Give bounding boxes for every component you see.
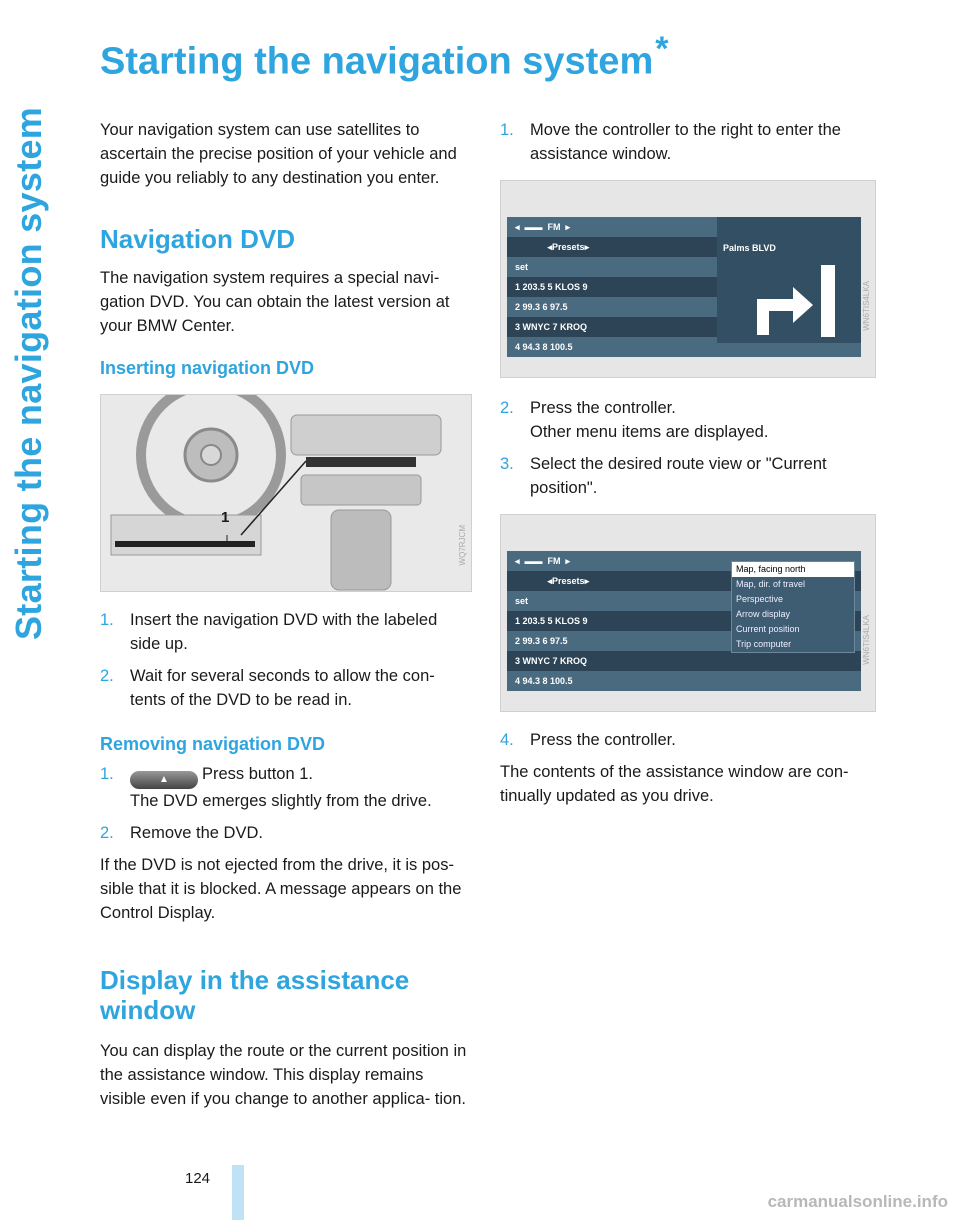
menu-item-trip-computer[interactable]: Trip computer [736, 639, 792, 649]
station-row-4: 4 94.3 8 100.5 [507, 671, 861, 691]
station-row-2: 2 99.3 6 97.5 [507, 631, 861, 651]
control-display-2 [507, 551, 861, 686]
menu-item-arrow-display[interactable]: Arrow display [736, 609, 791, 619]
remove-step-2: 2. Remove the DVD. [100, 824, 263, 842]
station-row-4: 4 94.3 8 100.5 [507, 337, 861, 357]
remove-step-1: 1. ▲ Press button 1. The DVD emerges slightly from the drive. [100, 765, 432, 810]
street-name: Palms BLVD [723, 243, 776, 253]
closing-paragraph: The contents of the assistance window are con- tinually updated as you drive. [500, 763, 849, 805]
assist-step-1: 1. Move the controller to the right to enter the assistance window. [500, 121, 841, 163]
figure-code: WN6TIS4LKA [862, 281, 871, 331]
inserting-heading: Inserting navigation DVD [100, 358, 315, 378]
left-column [100, 118, 472, 1121]
watermark: carmanualsonline.info [767, 1192, 948, 1211]
station-row-2: 2 99.3 6 97.5 [507, 297, 861, 317]
presets-row: ◂ Presets ▸ [507, 571, 861, 591]
station-row-1: 1 203.5 5 KLOS 9 [507, 611, 861, 631]
side-tab-label: Starting the navigation system [8, 106, 49, 640]
dashboard-illustration [101, 395, 472, 592]
assistance-screen-figure-1 [500, 180, 876, 378]
insert-step-2: 2. Wait for several seconds to allow the con- tents of the DVD to be read in. [100, 667, 435, 709]
assistance-window [717, 217, 861, 343]
route-view-menu [731, 561, 855, 653]
turn-right-arrow-icon [717, 255, 861, 345]
display-heading: Display in the assistance window [100, 965, 410, 1025]
menu-item-perspective[interactable]: Perspective [736, 594, 784, 604]
figure-callout-1: 1 [221, 509, 230, 526]
set-row: set [507, 591, 861, 611]
insert-step-1: 1. Insert the navigation DVD with the labeled side up. [100, 611, 438, 653]
figure-code: WN6TIS4LKA [862, 615, 871, 665]
page-title: Starting the navigation system* [100, 30, 669, 83]
set-row: set [507, 257, 861, 277]
station-row-1: 1 203.5 5 KLOS 9 [507, 277, 861, 297]
page-number: 124 [185, 1170, 211, 1187]
removing-heading: Removing navigation DVD [100, 734, 326, 754]
station-row-3: 3 WNYC 7 KROQ [507, 317, 861, 337]
band-row: ◂ ▬▬ FM ▸ [507, 217, 861, 237]
menu-item-current-position[interactable]: Current position [736, 624, 800, 634]
nav-dvd-paragraph: The navigation system requires a special navi- gation DVD. You can obtain the latest version at your BMW Center. [100, 269, 450, 335]
page-edge-bar [232, 1165, 244, 1220]
intro-paragraph: Your navigation system can use satellites to ascertain the precise position of your vehicle and guide you reliably to any destination you enter. [100, 121, 457, 187]
assist-step-3: 3. Select the desired route view or "Current position". [500, 455, 827, 497]
assist-step-4: 4. Press the controller. [500, 731, 676, 749]
assistance-screen-figure-2 [500, 514, 876, 712]
figure-code: WQ7RJCM [458, 525, 467, 566]
control-display-1 [507, 217, 861, 352]
side-tab [0, 40, 60, 640]
eject-button-icon: ▲ [130, 771, 198, 789]
assist-step-2: 2. Press the controller. Other menu items are displayed. [500, 399, 769, 441]
nav-dvd-heading: Navigation DVD [100, 224, 296, 254]
menu-item-map-dir-travel[interactable]: Map, dir. of travel [736, 579, 806, 589]
station-row-3: 3 WNYC 7 KROQ [507, 651, 861, 671]
presets-row: ◂ Presets ▸ [507, 237, 861, 257]
dashboard-figure [100, 394, 472, 592]
title-asterisk: * [655, 30, 669, 68]
right-column [500, 118, 876, 818]
menu-item-map-facing-north[interactable]: Map, facing north [732, 562, 854, 577]
display-paragraph: You can display the route or the current position in the assistance window. This display remains visible even if you change to another applica- tion. [100, 1042, 467, 1108]
band-row: ◂ ▬▬ FM ▸ [507, 551, 861, 571]
removing-note: If the DVD is not ejected from the drive, it is pos- sible that it is blocked. A message appears on the Control Display. [100, 856, 462, 922]
